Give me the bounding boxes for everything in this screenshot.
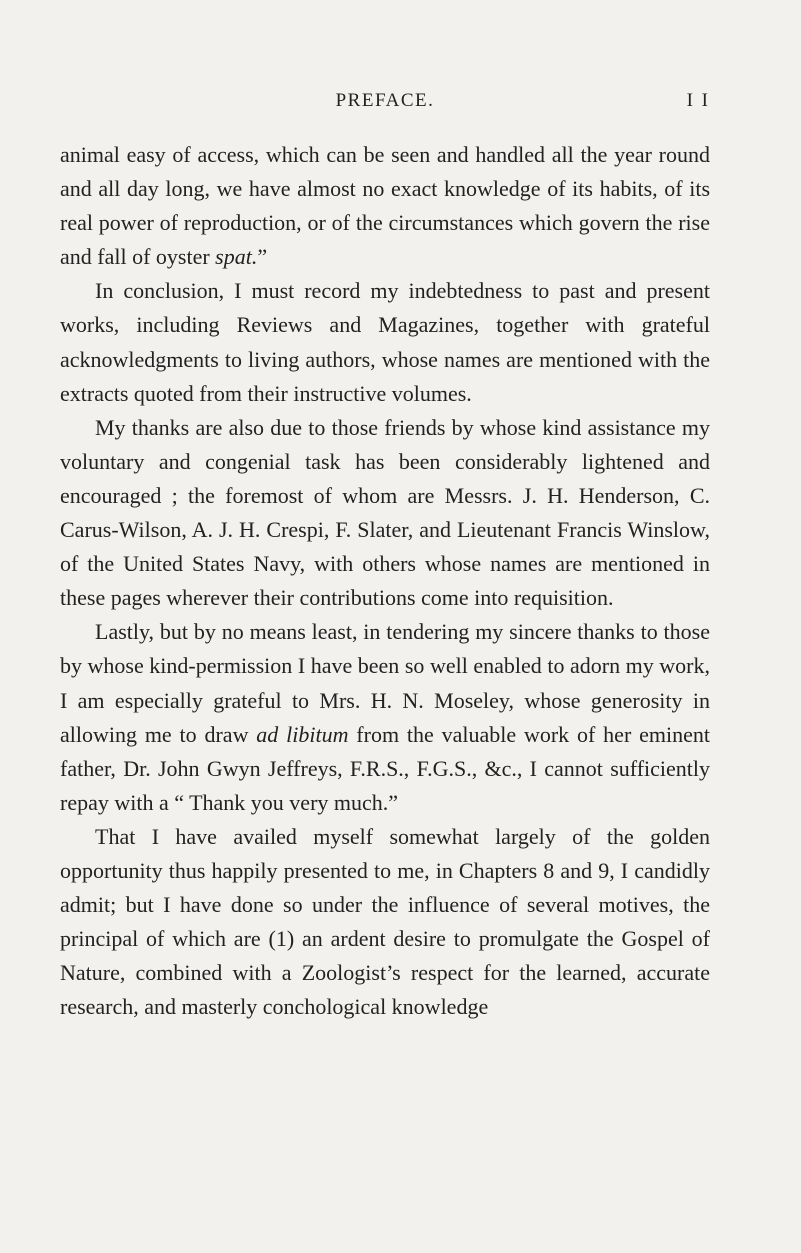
- paragraph-4-text-start: Lastly, but by no means least, in tendering my sincere thanks to those by whose kind-permission I have been so well enabled to adorn my work, I am especially grateful to Mrs. H. N. Moseley, whose generosity in allowing me to draw: [60, 619, 710, 747]
- paragraph-4: [60, 615, 710, 820]
- running-head: [60, 86, 710, 116]
- paragraph-1-text: animal easy of access, which can be seen and handled all the year round and all day long, we have almost no exact knowledge of its habits, of its real power of reproduction, or of the circumstances which govern the rise and fall of oyster: [60, 142, 710, 270]
- paragraph-1: [60, 138, 710, 274]
- page-number: I I: [686, 90, 710, 111]
- italic-spat: spat.: [215, 244, 258, 270]
- paragraph-4-text-end: from the valuable work of her eminent father, Dr. John Gwyn Jeffreys, F.R.S., F.G.S., &c., I cannot sufficiently repay with a “ Thank you very much.”: [60, 721, 710, 815]
- paragraph-2: In conclusion, I must record my indebtedness to past and present works, including Reviews and Magazines, together with grateful acknowledgments to living authors, whose names are mentioned with the extracts quoted from their instructive volumes.: [60, 278, 710, 406]
- paragraph-5: That I have availed myself somewhat largely of the golden opportunity thus happily presented to me, in Chapters 8 and 9, I candidly admit; but I have done so under the influence of several motives, the principal of which are (1) an ardent desire to promulgate the Gospel of Nature, combined with a Zoologist’s respect for the learned, accurate research, and masterly conchological knowledge: [60, 823, 710, 1020]
- italic-ad-libitum: ad libitum: [256, 721, 349, 747]
- paragraph-3: My thanks are also due to those friends by whose kind assistance my voluntary and congenial task has been considerably lightened and encouraged ; the foremost of whom are Messrs. J. H. Henderson, C. Carus-Wilson, A. J. H. Crespi, F. Slater, and Lieutenant Francis Winslow, of the United States Navy, with others whose names are mentioned in these pages wherever their contributions come into requisition.: [60, 414, 710, 611]
- running-title: PREFACE.: [335, 90, 435, 111]
- closing-quote: ”: [257, 244, 268, 270]
- body-text: [60, 138, 710, 1024]
